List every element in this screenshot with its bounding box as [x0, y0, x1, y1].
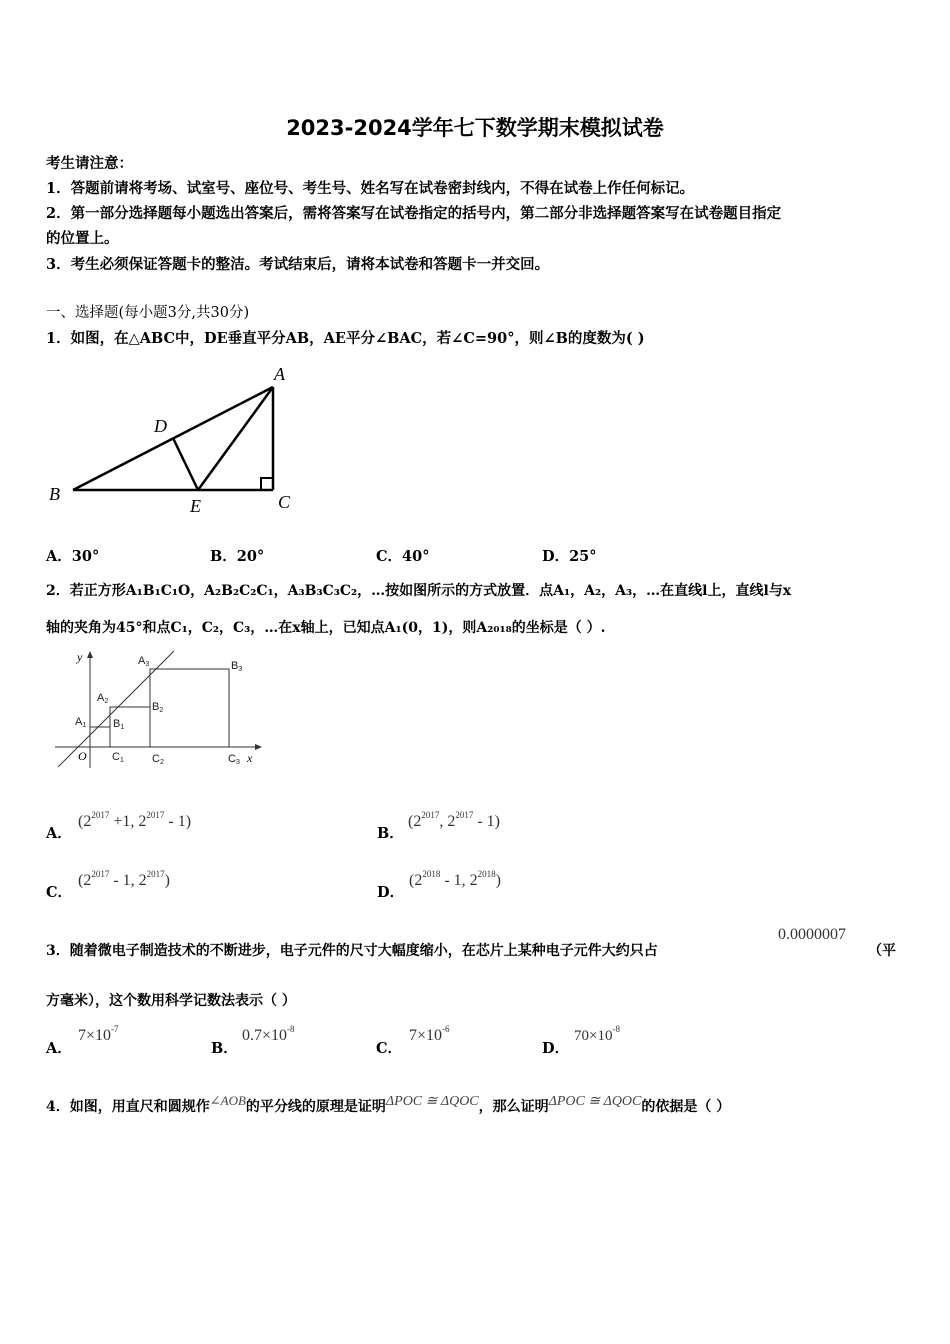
segment-de [173, 438, 198, 490]
q3-option-c-value[interactable]: $7\times 10^{-6}$ [409, 1024, 450, 1044]
q2-option-b-letter[interactable]: B． [377, 825, 404, 842]
notice-item-2: 2．第一部分选择题每小题选出答案后，需将答案写在试卷指定的括号内，第二部分非选择题答案写在试卷题目指定 [46, 205, 782, 222]
q3-option-b-letter[interactable]: B． [211, 1040, 238, 1057]
label-a: A [274, 364, 285, 384]
notice-item-1: 1．答题前请将考场、试室号、座位号、考生号、姓名写在试卷密封线内，不得在试卷上作任何标记。 [46, 180, 695, 197]
segment-ea [198, 387, 273, 490]
q1-option-a[interactable]: A．30° [46, 548, 100, 565]
label-x: x [247, 751, 253, 765]
q3-option-a-value[interactable]: $7\times 10^{-7}$ [78, 1024, 119, 1044]
q1-option-b[interactable]: B．20° [210, 548, 265, 565]
q2-option-d-letter[interactable]: D． [377, 884, 405, 901]
notice-item-3: 3．考生必须保证答题卡的整洁。考试结束后，请将本试卷和答题卡一并交回。 [46, 256, 550, 273]
q1-option-c[interactable]: C．40° [376, 548, 430, 565]
q3-option-d-value[interactable]: $70\times 10^{-8}$ [574, 1024, 620, 1044]
right-angle-mark [261, 478, 273, 490]
q2-option-a-value[interactable]: ($2^{2017} +1$, $2^{2017} - 1$) [78, 810, 192, 830]
label-c1: C1 [112, 751, 124, 764]
label-y: y [77, 650, 83, 664]
notice-heading: 考生请注意： [46, 155, 133, 172]
q2-option-a-letter[interactable]: A． [46, 825, 72, 842]
section-heading: 一、选择题(每小题3分,共30分) [46, 305, 250, 321]
label-b3: B3 [231, 660, 243, 673]
label-a1: A1 [75, 716, 87, 729]
q2-option-d-value[interactable]: ($2^{2018} - 1$, $2^{2018}$) [409, 869, 501, 889]
question-3-line-1: 3．随着微电子制造技术的不断进步，电子元件的尺寸大幅度缩小，在芯片上某种电子元件大约只占 [46, 943, 658, 959]
q3-option-c-letter[interactable]: C． [376, 1040, 403, 1057]
question-1-stem: 1．如图，在△ABC中，DE垂直平分AB，AE平分∠BAC，若∠C=90°，则∠B的度数为( ) [46, 330, 645, 347]
x-arrow [255, 744, 262, 750]
congruence-1: ΔPOC ≅ ΔQOC [385, 1094, 479, 1109]
congruence-2: ΔPOC ≅ ΔQOC [548, 1094, 642, 1109]
squares-figure [50, 650, 270, 775]
triangle-figure [40, 360, 310, 520]
label-a2: A2 [97, 692, 109, 705]
page-title: 2023-2024学年七下数学期末模拟试卷 [286, 116, 664, 140]
question-2-line-1: 2．若正方形A₁B₁C₁O，A₂B₂C₂C₁，A₃B₃C₃C₂，…按如图所示的方式放置．点A₁，A₂，A₃，…在直线l上，直线l与x [46, 583, 792, 599]
square-1 [90, 727, 110, 747]
q2-option-c-letter[interactable]: C． [46, 884, 73, 901]
question-3-number: 0.0000007 [778, 926, 846, 943]
label-c2: C2 [152, 753, 164, 766]
q2-option-c-value[interactable]: ($2^{2017} - 1$, $2^{2017}$) [78, 869, 170, 889]
q3-option-b-value[interactable]: $0.7\times 10^{-8}$ [242, 1024, 295, 1044]
question-3-line-2: 方毫米），这个数用科学记数法表示（ ） [46, 993, 296, 1009]
label-b: B [49, 484, 60, 504]
question-4: 4．如图，用直尺和圆规作∠AOB的平分线的原理是证明ΔPOC ≅ ΔQOC，那么证明ΔPOC ≅ ΔQOC的依据是（ ） [46, 1093, 731, 1115]
label-d: D [154, 416, 167, 436]
angle-aob: ∠AOB [209, 1093, 246, 1108]
notice-item-2-cont: 的位置上。 [46, 230, 119, 247]
label-b2: B2 [152, 701, 164, 714]
y-arrow [87, 651, 93, 658]
label-e: E [190, 496, 201, 516]
label-b1: B1 [113, 718, 125, 731]
q3-option-a-letter[interactable]: A． [46, 1040, 72, 1057]
q1-option-d[interactable]: D．25° [542, 548, 597, 565]
q2-option-b-value[interactable]: ($2^{2017}$, $2^{2017} - 1$) [408, 810, 500, 830]
q3-option-d-letter[interactable]: D． [542, 1040, 570, 1057]
label-c3: C3 [228, 753, 240, 766]
question-3-line-1-end: （平 [868, 943, 896, 959]
label-o: O [78, 749, 87, 763]
label-a3: A3 [138, 655, 150, 668]
question-2-line-2: 轴的夹角为45°和点C₁，C₂，C₃，…在x轴上，已知点A₁(0，1)，则A₂₀₁₈的坐标是（ ）. [46, 620, 606, 636]
label-c: C [278, 492, 291, 512]
